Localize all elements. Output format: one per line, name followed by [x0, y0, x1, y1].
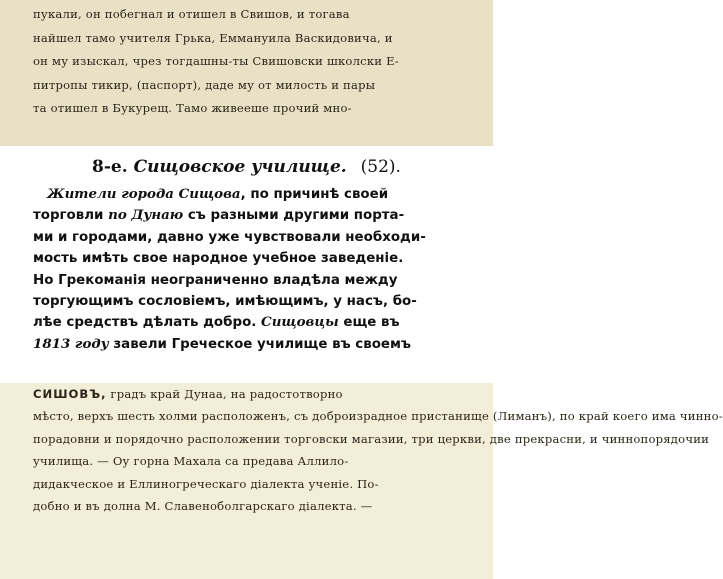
text-run: Но Грекоманія неограниченно владѣла между	[33, 272, 398, 288]
text-line	[33, 248, 479, 269]
text-run: , по причинѣ своей	[240, 187, 389, 202]
text-run: ми и городами, давно уже чувствовали необходи-	[33, 229, 426, 245]
italic-run: 1813 году	[33, 335, 109, 352]
text-line	[33, 227, 479, 248]
text-line: пукали, он побегнал и отишел в Свишов, и тогава	[33, 7, 350, 21]
text-line	[33, 334, 479, 355]
text-line: он му изыскал, чрез тогдашны-ты Свишовски школски Е-	[33, 54, 399, 68]
text-run: еще въ	[338, 315, 400, 331]
text-line: добно и въ долна М. Славеноболгарскаго діалекта. —	[33, 499, 373, 514]
text-line: мѣсто, верхъ шесть холми расположенъ, съ доброизрадное пристанище (Лиманъ), по край коего има чинно-	[33, 409, 723, 424]
text-run: съ разными другими порта-	[183, 208, 405, 224]
text-line: училища. — Оу горна Махала са предава Аллило-	[33, 454, 349, 469]
section-number: 8-е.	[92, 157, 128, 177]
text-line: порадовни и порядочно расположении торговски магазии, три церкви, две прекрасни, и чиннопорядочии	[33, 431, 710, 446]
text-line: найшел тамо учителя Грька, Еммануила Васкидовича, и	[33, 30, 393, 45]
text-line: дидакческое и Еллиногреческаго діалекта ученіе. По-	[33, 476, 379, 491]
text-line	[33, 270, 479, 291]
text-run: завели Греческое училище въ своемъ	[108, 336, 411, 352]
italic-run: Сищовцы	[261, 314, 339, 331]
section-body	[0, 184, 493, 355]
text-line	[33, 312, 479, 333]
text-line	[33, 184, 479, 205]
text-line	[33, 205, 479, 226]
italic-run: Жители города Сищова	[47, 186, 241, 202]
text-run: лѣе средствъ дѣлать добро.	[33, 315, 262, 331]
first-word: СИШОВЪ,	[33, 387, 107, 401]
section-title: Сищовское училище.	[133, 157, 347, 177]
text-run: мость имѣть свое народное учебное заведеніе.	[33, 251, 404, 267]
text-line-rest: градъ край Дунаа, на радостотворно	[110, 387, 343, 401]
text-line: питропы тикир, (паспорт), даде му от милость и пары	[33, 77, 376, 92]
top-document-fragment	[0, 0, 493, 146]
text-run: торгующимъ сословіемъ, имѣющимъ, у насъ, бо-	[33, 294, 417, 310]
italic-run: по Дунаю	[108, 207, 184, 224]
text-run: торговли	[33, 208, 109, 224]
middle-document-fragment	[0, 146, 493, 383]
text-line	[33, 291, 479, 312]
section-note: (52).	[360, 157, 401, 177]
text-line	[33, 383, 483, 405]
section-heading	[0, 154, 493, 180]
bottom-document-fragment	[0, 383, 723, 579]
text-line: та отишел в Букурещ. Тамо живееше прочий мно-	[33, 101, 352, 115]
